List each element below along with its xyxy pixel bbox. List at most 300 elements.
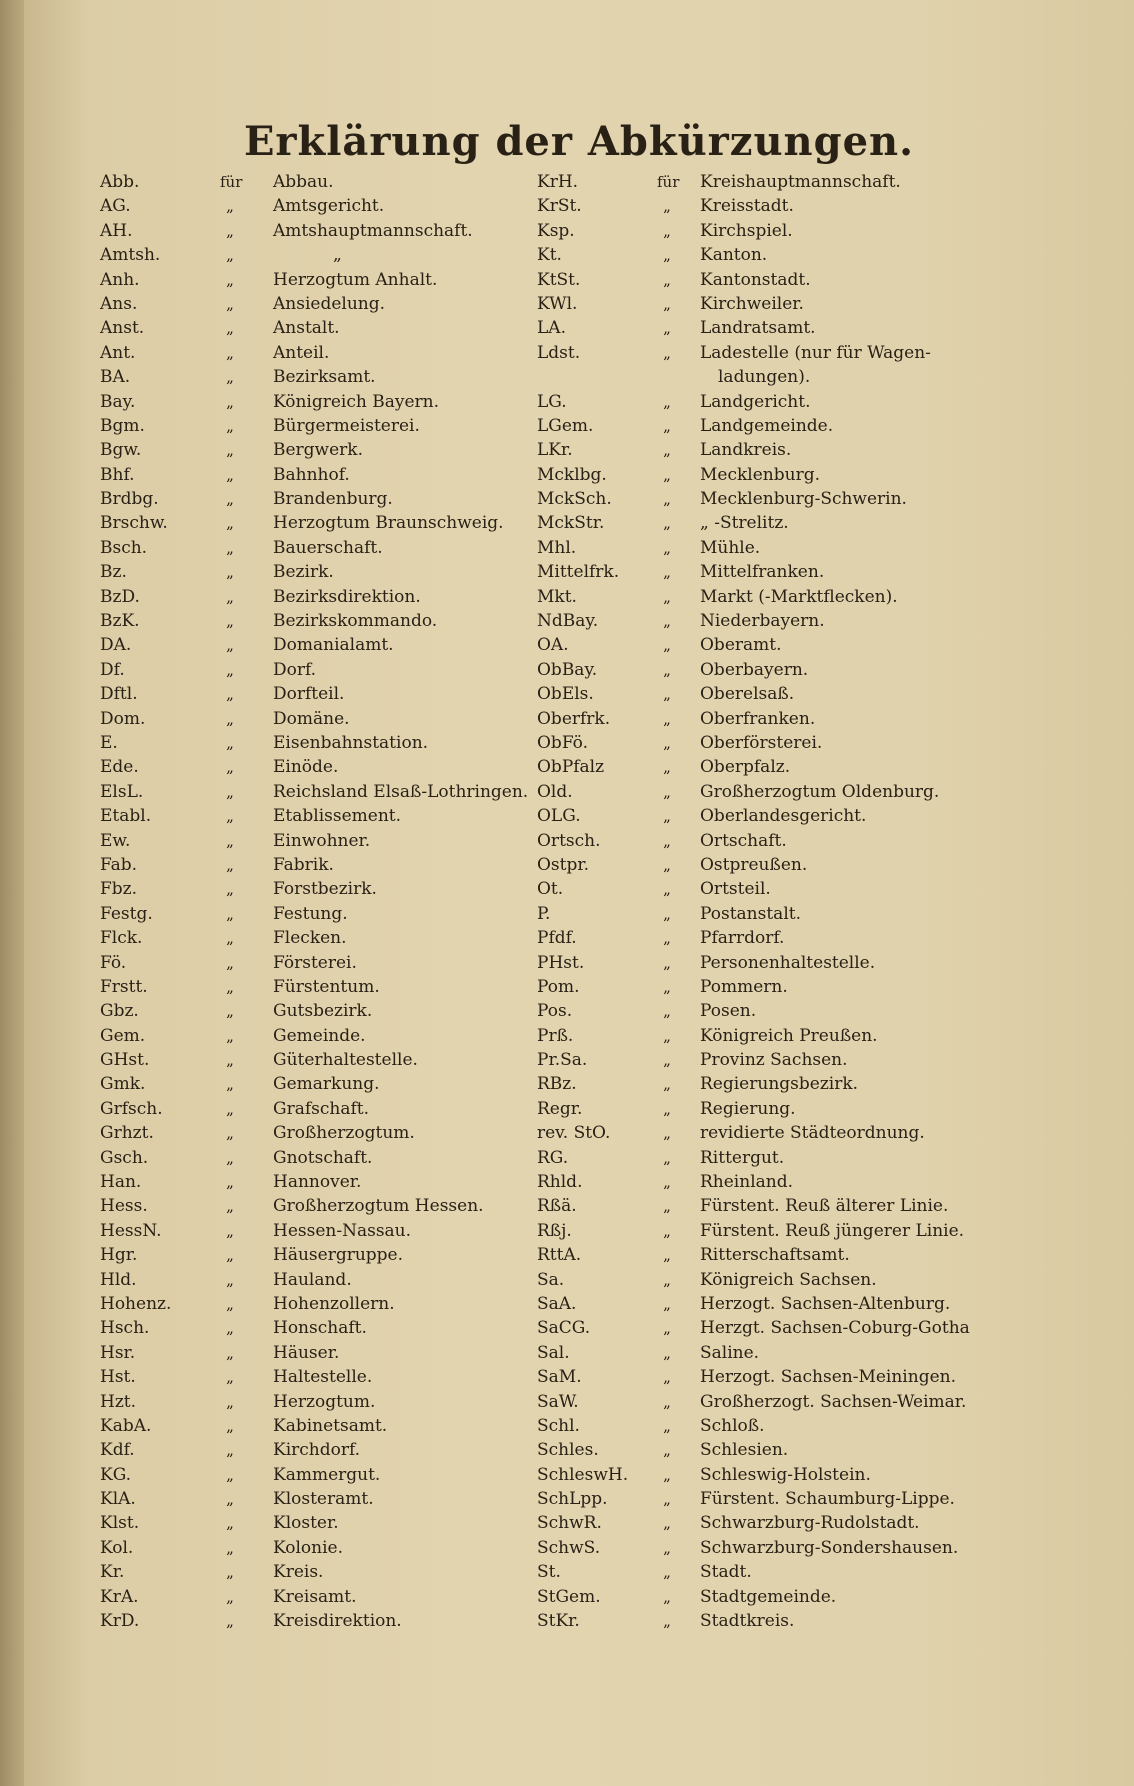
abbreviation-meaning: Königreich Preußen. [700,1025,878,1046]
fuer-mark: „ [226,831,234,850]
fuer-mark: „ [663,441,671,460]
fuer-mark: „ [663,831,671,850]
fuer-mark: „ [663,977,671,996]
fuer-mark: „ [663,538,671,557]
fuer-mark: „ [226,538,234,557]
abbreviation: Frstt. [100,976,148,997]
abbreviation: AG. [100,196,131,217]
abbreviation-meaning: Etablissement. [273,806,402,827]
abbreviation: Fbz. [100,879,138,900]
fuer-mark: „ [226,563,234,582]
abbreviation-meaning: Haltestelle. [273,1367,373,1388]
fuer-mark: „ [226,1221,234,1240]
abbreviation: NdBay. [537,611,599,632]
abbreviation-meaning: Gnotschaft. [273,1147,373,1168]
fuer-mark: „ [663,807,671,826]
fuer-mark: „ [226,343,234,362]
abbreviation-meaning: Fabrik. [273,854,334,875]
fuer-mark: „ [663,612,671,631]
abbreviation: KrA. [100,1586,139,1607]
abbreviation: Gbz. [100,1001,139,1022]
fuer-mark: „ [663,490,671,509]
fuer-mark: „ [226,1124,234,1143]
fuer-mark: „ [663,660,671,679]
abbreviation: Ot. [537,879,564,900]
abbreviation: Gsch. [100,1147,149,1168]
fuer-mark: „ [663,392,671,411]
fuer-mark: „ [663,1587,671,1606]
abbreviation-meaning: Kreisdirektion. [273,1611,402,1632]
abbreviation: Hsr. [100,1342,136,1363]
abbreviation-meaning: Dorfteil. [273,684,345,705]
abbreviation: Anh. [100,269,140,290]
abbreviation: Hzt. [100,1391,137,1412]
fuer-mark: „ [663,563,671,582]
fuer-mark: „ [226,1173,234,1192]
fuer-mark: „ [226,782,234,801]
fuer-mark: „ [663,1002,671,1021]
fuer-mark: „ [226,197,234,216]
abbreviation-meaning: Großherzogtum. [273,1123,415,1144]
fuer-mark: „ [663,1051,671,1070]
abbreviation: Rßä. [537,1196,577,1217]
abbreviation: ObFö. [537,732,589,753]
abbreviation: Dom. [100,708,146,729]
abbreviation-meaning: Herzogtum. [273,1391,376,1412]
abbreviation: KrSt. [537,196,582,217]
abbreviation: Mhl. [537,537,577,558]
fuer-mark: „ [663,294,671,313]
abbreviation-meaning: Landratsamt. [700,318,816,339]
abbreviation: ElsL. [100,781,144,802]
abbreviation: Kdf. [100,1440,135,1461]
abbreviation-meaning: Hauland. [273,1269,352,1290]
fuer-mark: „ [663,1490,671,1509]
abbreviation: SchleswH. [537,1464,629,1485]
fuer-mark: „ [663,514,671,533]
fuer-mark: „ [663,636,671,655]
abbreviation-meaning: Einwohner. [273,830,371,851]
abbreviation-meaning: Regierung. [700,1098,796,1119]
fuer-mark: „ [226,392,234,411]
abbreviation: KabA. [100,1415,152,1436]
abbreviation: HessN. [100,1220,162,1241]
abbreviation: Bsch. [100,537,148,558]
fuer-mark: „ [663,1026,671,1045]
binding-gutter [0,0,24,1786]
fuer-mark: „ [226,294,234,313]
abbreviation: DA. [100,635,132,656]
fuer-mark: „ [226,1465,234,1484]
abbreviation: Ldst. [537,342,581,363]
abbreviation-meaning: Schwarzburg-Rudolstadt. [700,1513,920,1534]
abbreviation: Ostpr. [537,854,590,875]
abbreviation-meaning: Schleswig-Holstein. [700,1464,871,1485]
fuer-mark: „ [663,1612,671,1631]
fuer-mark: „ [226,1441,234,1460]
abbreviation: E. [100,732,118,753]
fuer-mark: „ [226,221,234,240]
abbreviation-meaning: Hohenzollern. [273,1293,395,1314]
abbreviation-meaning: Großherzogt. Sachsen-Weimar. [700,1391,967,1412]
fuer-mark: „ [663,1148,671,1167]
fuer-mark: „ [226,1538,234,1557]
abbreviation: Kol. [100,1537,134,1558]
abbreviation: Klst. [100,1513,140,1534]
abbreviation-meaning: Großherzogtum Oldenburg. [700,781,940,802]
abbreviation-meaning: Oberamt. [700,635,782,656]
abbreviation-meaning: Gemarkung. [273,1074,380,1095]
abbreviation: Ew. [100,830,131,851]
abbreviation-meaning: Postanstalt. [700,903,801,924]
fuer-mark: „ [226,1319,234,1338]
abbreviation-meaning: Ostpreußen. [700,854,808,875]
abbreviation-meaning: Pommern. [700,976,788,997]
fuer-mark: „ [226,904,234,923]
abbreviation-meaning: Oberpfalz. [700,757,791,778]
fuer-mark: „ [663,1246,671,1265]
abbreviation-meaning: Oberelsaß. [700,684,795,705]
fuer-mark: „ [663,1563,671,1582]
abbreviation-meaning: Markt (-Marktflecken). [700,586,898,607]
fuer-mark: „ [226,660,234,679]
abbreviation: Etabl. [100,806,152,827]
abbreviation-meaning: Stadtgemeinde. [700,1586,837,1607]
abbreviation: SchwS. [537,1537,601,1558]
abbreviation: Dftl. [100,684,138,705]
abbreviation: KrD. [100,1611,140,1632]
abbreviation-meaning: Güterhaltestelle. [273,1050,418,1071]
abbreviation-meaning: Abbau. [273,172,334,192]
abbreviation-meaning: Königreich Bayern. [273,391,440,412]
fuer-mark: „ [226,636,234,655]
fuer-mark: „ [663,221,671,240]
abbreviation-meaning: Fürstentum. [273,976,380,997]
fuer-mark: „ [226,1002,234,1021]
abbreviation-meaning: Bahnhof. [273,464,350,485]
fuer-mark: „ [226,587,234,606]
abbreviation-meaning: Bergwerk. [273,440,364,461]
fuer-mark: „ [663,1099,671,1118]
fuer-mark: „ [663,733,671,752]
fuer-mark: „ [226,1490,234,1509]
abbreviation: SchLpp. [537,1489,608,1510]
abbreviation: RG. [537,1147,569,1168]
abbreviation: Han. [100,1172,142,1193]
abbreviation-meaning: Häusergruppe. [273,1245,404,1266]
abbreviation-meaning: „ [333,245,342,266]
abbreviation-meaning: „ -Strelitz. [700,513,789,534]
abbreviation: KG. [100,1464,132,1485]
fuer-mark: „ [663,246,671,265]
fuer-mark: „ [226,270,234,289]
fuer-mark: „ [226,416,234,435]
fuer-mark: „ [663,1392,671,1411]
abbreviation-meaning: Oberlandesgericht. [700,806,867,827]
abbreviation: Schles. [537,1440,599,1461]
abbreviation: BzD. [100,586,140,607]
fuer-mark: „ [226,1246,234,1265]
abbreviation-meaning: Hessen-Nassau. [273,1220,412,1241]
fuer-mark: „ [226,1612,234,1631]
fuer-mark: „ [226,368,234,387]
abbreviation: Hld. [100,1269,137,1290]
fuer-mark: „ [663,929,671,948]
abbreviation: KlA. [100,1489,136,1510]
fuer-mark: „ [663,1416,671,1435]
abbreviation-meaning: Mecklenburg-Schwerin. [700,489,907,510]
fuer-mark: „ [663,758,671,777]
abbreviation: MckStr. [537,513,605,534]
fuer-mark: „ [226,685,234,704]
abbreviation-meaning: Ortsteil. [700,879,771,900]
fuer-mark: „ [226,1392,234,1411]
abbreviation: LA. [537,318,566,339]
abbreviation-meaning: Landgemeinde. [700,415,834,436]
abbreviation: Ede. [100,757,139,778]
abbreviation: Hess. [100,1196,148,1217]
abbreviation: Schl. [537,1415,580,1436]
fuer-mark: „ [226,1148,234,1167]
abbreviation: Brschw. [100,513,168,534]
abbreviation: Bz. [100,562,127,583]
abbreviation: Oberfrk. [537,708,611,729]
abbreviation: ObBay. [537,659,598,680]
abbreviation: KrH. [537,172,579,192]
fuer-mark: „ [226,1051,234,1070]
abbreviation-meaning: Festung. [273,903,348,924]
abbreviation-meaning: Stadtkreis. [700,1611,795,1632]
abbreviation: Mittelfrk. [537,562,620,583]
abbreviation: StGem. [537,1586,601,1607]
abbreviation-meaning: Bezirksamt. [273,367,376,388]
abbreviation: Kr. [100,1562,125,1583]
fuer-mark: „ [226,709,234,728]
fuer-mark: „ [226,977,234,996]
abbreviation-meaning: Amtsgericht. [273,196,385,217]
fuer-mark: „ [663,197,671,216]
abbreviation-meaning: Schlesien. [700,1440,789,1461]
abbreviation-meaning: Provinz Sachsen. [700,1050,848,1071]
abbreviation-meaning: revidierte Städteordnung. [700,1123,925,1144]
fuer-mark: „ [663,855,671,874]
abbreviation-meaning: Herzogt. Sachsen-Altenburg. [700,1293,951,1314]
fuer-mark: „ [226,246,234,265]
abbreviation-meaning: Fürstent. Schaumburg-Lippe. [700,1489,955,1510]
abbreviation-meaning: Oberfranken. [700,708,816,729]
abbreviation-meaning: Mühle. [700,537,761,558]
fuer-mark: „ [226,758,234,777]
abbreviation-meaning: Hannover. [273,1172,362,1193]
abbreviation-meaning: Kirchdorf. [273,1440,361,1461]
fuer-mark: „ [663,685,671,704]
abbreviation-meaning: Mittelfranken. [700,562,825,583]
abbreviation-meaning: Kirchweiler. [700,293,804,314]
abbreviation-meaning: Dorf. [273,659,317,680]
fuer-mark: „ [663,416,671,435]
abbreviation: Hst. [100,1367,136,1388]
abbreviation-meaning: Landkreis. [700,440,792,461]
fuer-mark: „ [226,1368,234,1387]
fuer-mark: „ [226,1026,234,1045]
abbreviation-meaning: Ladestelle (nur für Wagen- [700,342,931,363]
abbreviation-meaning: Grafschaft. [273,1098,369,1119]
fuer-mark: „ [226,1294,234,1313]
abbreviation: Hohenz. [100,1293,172,1314]
abbreviation-meaning: Rittergut. [700,1147,785,1168]
abbreviation-meaning: Bezirk. [273,562,334,583]
abbreviation-meaning: Försterei. [273,952,357,973]
abbreviation: Abb. [100,172,140,192]
abbreviation-meaning: Mecklenburg. [700,464,820,485]
fuer-mark: „ [663,1270,671,1289]
fuer-mark: „ [663,1514,671,1533]
fuer-mark: „ [226,1563,234,1582]
abbreviation: St. [537,1562,561,1583]
fuer-mark: „ [226,1075,234,1094]
abbreviation: Kt. [537,245,562,266]
fuer-mark: „ [663,343,671,362]
abbreviation-meaning: Kreis. [273,1562,324,1583]
abbreviation-meaning: Einöde. [273,757,339,778]
abbreviation-meaning: Klosteramt. [273,1489,374,1510]
fuer-mark: für [657,173,680,191]
abbreviation-meaning: Herzogt. Sachsen-Meiningen. [700,1367,956,1388]
abbreviation-meaning: Kabinetsamt. [273,1415,388,1436]
abbreviation: Bgm. [100,415,145,436]
abbreviation: Mcklbg. [537,464,607,485]
abbreviation-meaning: Pfarrdorf. [700,928,785,949]
abbreviation-meaning: Königreich Sachsen. [700,1269,877,1290]
abbreviation-meaning: Kloster. [273,1513,339,1534]
abbreviation-meaning: Bezirksdirektion. [273,586,421,607]
abbreviation-meaning: Häuser. [273,1342,340,1363]
abbreviation: Bhf. [100,464,135,485]
abbreviation-meaning: Bürgermeisterei. [273,415,420,436]
abbreviation: Df. [100,659,125,680]
abbreviation: RBz. [537,1074,577,1095]
abbreviation-meaning: Posen. [700,1001,757,1022]
fuer-mark: „ [663,465,671,484]
abbreviation-meaning: Anstalt. [273,318,340,339]
fuer-mark: „ [663,319,671,338]
fuer-mark: „ [226,1197,234,1216]
abbreviation: GHst. [100,1050,150,1071]
abbreviation: BzK. [100,611,140,632]
abbreviation: Gem. [100,1025,146,1046]
fuer-mark: „ [663,270,671,289]
abbreviation: Pom. [537,976,580,997]
abbreviation-meaning: Saline. [700,1342,760,1363]
abbreviation-meaning: Oberbayern. [700,659,809,680]
abbreviation: Ant. [100,342,136,363]
abbreviation: Rßj. [537,1220,572,1241]
fuer-mark: „ [663,1368,671,1387]
fuer-mark: „ [226,1099,234,1118]
fuer-mark: „ [226,612,234,631]
abbreviation-meaning: Forstbezirk. [273,879,377,900]
abbreviation: PHst. [537,952,585,973]
abbreviation: SaW. [537,1391,579,1412]
abbreviation: Festg. [100,903,153,924]
abbreviation: Ans. [100,293,138,314]
abbreviation-meaning: Domäne. [273,708,350,729]
fuer-mark: „ [226,929,234,948]
fuer-mark: „ [663,1319,671,1338]
fuer-mark: „ [226,1587,234,1606]
abbreviation-meaning: Personenhaltestelle. [700,952,876,973]
abbreviation: SchwR. [537,1513,602,1534]
abbreviation-meaning: Ansiedelung. [273,293,386,314]
abbreviation: MckSch. [537,489,612,510]
abbreviation: Grfsch. [100,1098,163,1119]
fuer-mark: „ [663,1173,671,1192]
abbreviation: P. [537,903,551,924]
abbreviation-meaning: Gemeinde. [273,1025,366,1046]
abbreviation: Old. [537,781,573,802]
fuer-mark: „ [663,1294,671,1313]
fuer-mark: „ [663,953,671,972]
abbreviation: Gmk. [100,1074,146,1095]
abbreviation: Regr. [537,1098,583,1119]
abbreviation-meaning: Kreishauptmannschaft. [700,172,901,192]
abbreviation: Amtsh. [100,245,161,266]
abbreviation: LG. [537,391,567,412]
abbreviation: Grhzt. [100,1123,154,1144]
abbreviation: Sa. [537,1269,565,1290]
abbreviation-meaning: Reichsland Elsaß-Lothringen. [273,781,529,802]
fuer-mark: „ [663,782,671,801]
fuer-mark: „ [663,709,671,728]
fuer-mark: „ [226,1416,234,1435]
fuer-mark: „ [226,490,234,509]
abbreviation: Fö. [100,952,127,973]
abbreviation: Flck. [100,928,143,949]
page [24,0,1134,1786]
abbreviation: Fab. [100,854,138,875]
abbreviation-meaning: Gutsbezirk. [273,1001,373,1022]
abbreviation: Brdbg. [100,489,159,510]
abbreviation: OA. [537,635,569,656]
abbreviation-meaning: Domanialamt. [273,635,394,656]
abbreviation: Prß. [537,1025,574,1046]
abbreviation-meaning: Fürstent. Reuß älterer Linie. [700,1196,949,1217]
abbreviation: SaA. [537,1293,577,1314]
abbreviation-meaning: Kantonstadt. [700,269,811,290]
abbreviation-meaning: Kreisstadt. [700,196,794,217]
abbreviation-meaning: Regierungsbezirk. [700,1074,859,1095]
fuer-mark: „ [226,441,234,460]
abbreviation: Bay. [100,391,136,412]
fuer-mark: „ [226,953,234,972]
abbreviation: RttA. [537,1245,582,1266]
abbreviation: StKr. [537,1611,580,1632]
fuer-mark: „ [226,514,234,533]
abbreviation-meaning: Honschaft. [273,1318,367,1339]
abbreviation-meaning: Schwarzburg-Sondershausen. [700,1537,959,1558]
abbreviation-meaning: ladungen). [718,367,811,388]
abbreviation-meaning: Herzogtum Braunschweig. [273,513,504,534]
abbreviation: SaCG. [537,1318,591,1339]
abbreviation-meaning: Bezirkskommando. [273,611,438,632]
abbreviation-meaning: Oberförsterei. [700,732,823,753]
abbreviation: Ortsch. [537,830,601,851]
fuer-mark: „ [226,733,234,752]
fuer-mark: „ [226,855,234,874]
fuer-mark: „ [226,1343,234,1362]
fuer-mark: „ [226,880,234,899]
abbreviation: LKr. [537,440,573,461]
